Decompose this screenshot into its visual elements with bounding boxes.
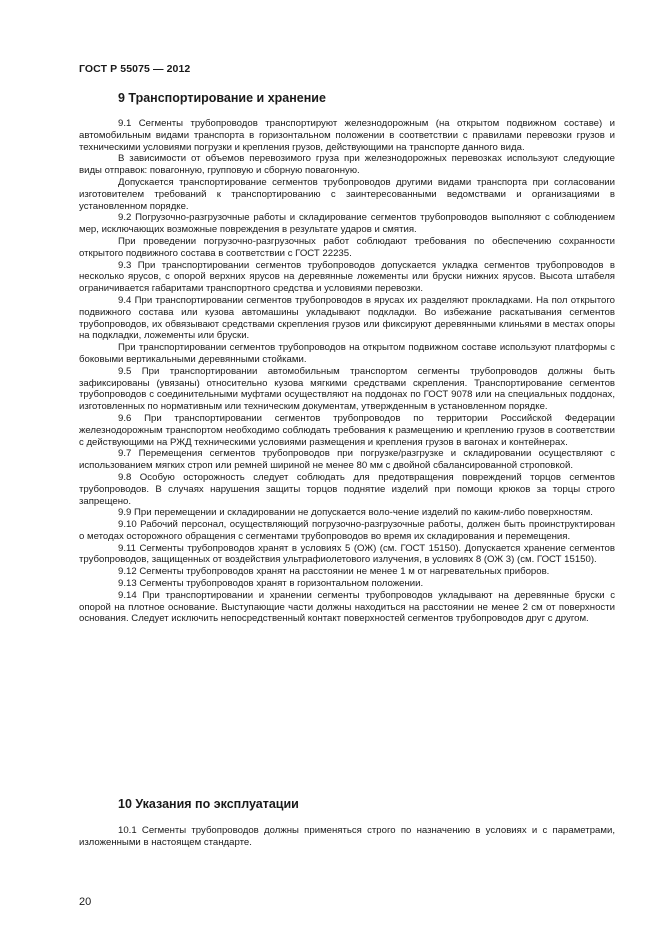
paragraph: Допускается транспортирование сегментов трубопроводов другими видами транспорта при согласовании изготовителем требований к транспортированию с заинтересованными ведомствами и организациями в установленном порядке. <box>79 176 615 212</box>
paragraph: 9.5 При транспортировании автомобильным транспортом сегменты трубопроводов должны быть зафиксированы (увязаны) относительно кузова мягкими средствами скрепления. Транспортирование сегментов трубопроводов с соединительными муфтами осуществляют на поддонах по ГОСТ 9078 или на специальных поддонах, изготовленных по нормативным или техническим документам, утвержденным в установленном порядке. <box>79 365 615 413</box>
section-10-body <box>79 825 615 849</box>
paragraph: 9.13 Сегменты трубопроводов хранят в горизонтальном положении. <box>118 578 424 590</box>
paragraph: 9.9 При перемещении и складировании не допускается воло-чение изделий по каким-либо поверхностям. <box>118 507 593 519</box>
paragraph: 9.10 Рабочий персонал, осуществляющий погрузочно-разгрузочные работы, должен быть проинструктирован о методах осторожного обращения с сегментами трубопроводов во время их складирования и перемещения. <box>79 519 615 542</box>
paragraph: 10.1 Сегменты трубопроводов должны применяться строго по назначению в условиях и с параметрами, изложенными в настоящем стандарте. <box>79 825 615 848</box>
paragraph: При транспортировании сегментов трубопроводов на открытом подвижном составе используют платформы с боковыми вертикальными деревянными стойками. <box>79 342 615 365</box>
paragraph: 9.8 Особую осторожность следует соблюдать для предотвращения повреждений торцов сегментов трубопроводов. В случаях нарушения защиты торцов поднятие изделий при помощи крюков за торцы строго запрещено. <box>79 471 615 507</box>
paragraph: 9.11 Сегменты трубопроводов хранят в условиях 5 (ОЖ) (см. ГОСТ 15150). Допускается хранение сегментов трубопроводов, защищенных от воздействия ультрафиолетового излучения, в условиях 8 (ОЖ 3) (см. ГОСТ 15150). <box>79 542 615 566</box>
paragraph: При проведении погрузочно-разгрузочных работ соблюдают требования по обеспечению сохранности открытого подвижного состава в соответствии с ГОСТ 22235. <box>79 235 615 259</box>
paragraph: 9.12 Сегменты трубопроводов хранят на расстоянии не менее 1 м от нагревательных приборов. <box>118 566 550 578</box>
paragraph: 9.14 При транспортировании и хранении сегменты трубопроводов укладывают на деревянные бруски с опорой на плотное основание. Выступающие части должны находиться на расстоянии не менее 2 см от поверхности основания. Следует исключить непосредственный контакт поверхностей сегментов трубопроводов друг с другом. <box>79 589 615 625</box>
document-header: ГОСТ Р 55075 — 2012 <box>79 63 191 75</box>
page-number: 20 <box>79 896 92 908</box>
paragraph: 9.4 При транспортировании сегментов трубопроводов в ярусах их разделяют прокладками. На пол открытого подвижного состава или кузова автомашины укладывают подкладки. Во избежание раскатывания сегментов трубопроводов, их обвязывают средствами скрепления грузов или фиксируют деревянными клиньями в местах опоры на подкладки, ложементы или бруски. <box>79 294 615 342</box>
paragraph: 9.7 Перемещения сегментов трубопроводов при погрузке/разгрузке и складировании осуществляют с использованием мягких строп или ремней шириной не менее 80 мм с двойной сбалансированной строповкой. <box>79 448 615 472</box>
paragraph: 9.6 При транспортировании сегментов трубопроводов по территории Российской Федерации железнодорожным транспортом необходимо соблюдать требования к размещению и креплению грузов в соответствии с действующими на РЖД техническими условиями размещения и крепления грузов в вагонах и контейнерах. <box>79 412 615 448</box>
section-9-body <box>79 118 615 625</box>
paragraph: 9.1 Сегменты трубопроводов транспортируют железнодорожным (на открытом подвижном составе) и автомобильным видами транспорта в горизонтальном положении в соответствии с правилами перевозки грузов и техническими условиями погрузки и крепления грузов, действующими на транспорте данного вида. <box>79 118 615 153</box>
section-10-heading: 10 Указания по эксплуатации <box>118 797 299 811</box>
paragraph: В зависимости от объемов перевозимого груза при железнодорожных перевозках используют следующие виды отправок: повагонную, групповую и сборную повагонную. <box>79 153 615 177</box>
paragraph: 9.2 Погрузочно-разгрузочные работы и складирование сегментов трубопроводов выполняют с соблюдением мер, исключающих возможные повреждения в результате ударов и смятия. <box>79 212 615 236</box>
section-9-heading: 9 Транспортирование и хранение <box>118 91 326 105</box>
paragraph: 9.3 При транспортировании сегментов трубопроводов допускается укладка сегментов трубопроводов в несколько ярусов, с опорой верхних ярусов на деревянные ложементы или бруски нижних ярусов. Высота штабеля ограничивается габаритами транспортного средства и условиями перевозки. <box>79 259 615 295</box>
